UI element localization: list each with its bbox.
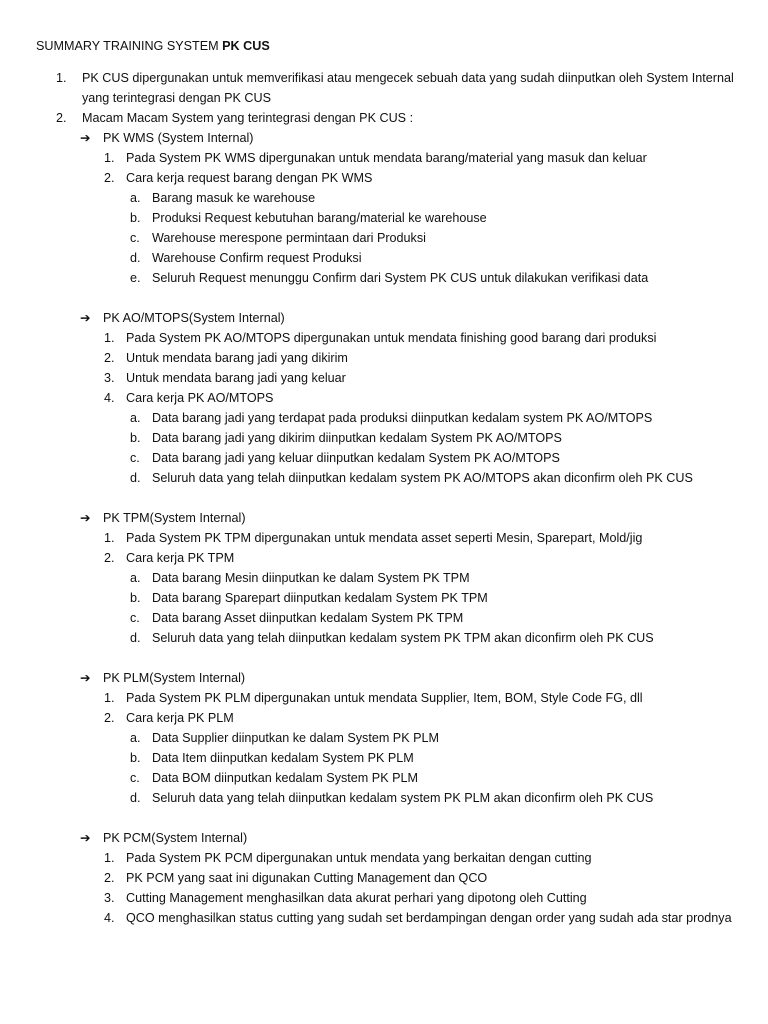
sub-item-row [0, 568, 768, 588]
sub-item-text: Seluruh Request menunggu Confirm dari System PK CUS untuk dilakukan verifikasi data [152, 271, 649, 285]
sub-item-letter: b. [130, 211, 141, 225]
sub-item-letter: d. [130, 471, 141, 485]
sub-item-text: Data barang jadi yang dikirim diinputkan kedalam System PK AO/MTOPS [152, 431, 562, 445]
sub-item-row [0, 608, 768, 628]
item-text: PK PCM yang saat ini digunakan Cutting Management dan QCO [126, 871, 488, 885]
sub-item-letter: c. [130, 611, 140, 625]
intro-number: 2. [56, 111, 67, 125]
title-bold: PK CUS [222, 39, 270, 53]
item-number: 1. [104, 151, 115, 165]
item-text: Cara kerja PK TPM [126, 551, 235, 565]
item-number: 2. [104, 711, 115, 725]
section-item-list [0, 148, 768, 288]
section-item [0, 168, 768, 188]
main-list [0, 68, 768, 128]
section-item-list [0, 848, 768, 928]
section-heading [0, 668, 768, 688]
item-text: Cara kerja PK PLM [126, 711, 234, 725]
section-spacer [0, 488, 768, 508]
sub-item-row [0, 728, 768, 748]
sub-item-text: Warehouse Confirm request Produksi [152, 251, 362, 265]
sub-item-text: Data barang jadi yang keluar diinputkan kedalam System PK AO/MTOPS [152, 451, 560, 465]
sub-item [0, 408, 768, 428]
sub-item-text: Data barang jadi yang terdapat pada produksi diinputkan kedalam system PK AO/MTOPS [152, 411, 653, 425]
section-spacer [0, 288, 768, 308]
sub-item [0, 628, 768, 648]
sub-item [0, 728, 768, 748]
sub-item-letter: e. [130, 271, 141, 285]
system-section [0, 128, 768, 288]
section-item [0, 708, 768, 728]
item-number: 3. [104, 891, 115, 905]
sub-item-letter: c. [130, 771, 140, 785]
sub-item-text: Data barang Asset diinputkan kedalam System PK TPM [152, 611, 464, 625]
section-item [0, 348, 768, 368]
section-item-list [0, 688, 768, 808]
section-heading [0, 308, 768, 328]
sub-item-letter: b. [130, 751, 141, 765]
sub-item-row [0, 468, 768, 488]
item-text: QCO menghasilkan status cutting yang sudah set berdampingan dengan order yang sudah ada star prodnya [126, 911, 732, 925]
document-title [36, 36, 270, 56]
sub-item-row [0, 248, 768, 268]
sub-item-letter: d. [130, 631, 141, 645]
item-text: Pada System PK PLM dipergunakan untuk mendata Supplier, Item, BOM, Style Code FG, dll [126, 691, 643, 705]
item-number: 2. [104, 551, 115, 565]
item-number: 1. [104, 851, 115, 865]
sub-item [0, 188, 768, 208]
section-item-list [0, 528, 768, 648]
sub-item [0, 768, 768, 788]
sub-item-letter: a. [130, 731, 141, 745]
sub-item-letter: d. [130, 251, 141, 265]
item-number: 4. [104, 911, 115, 925]
sub-item-letter: d. [130, 791, 141, 805]
sub-item [0, 608, 768, 628]
sub-item-text: Barang masuk ke warehouse [152, 191, 316, 205]
sub-item-row [0, 628, 768, 648]
sub-item-row [0, 428, 768, 448]
sub-item-row [0, 768, 768, 788]
sub-item-text: Data BOM diinputkan kedalam System PK PLM [152, 771, 418, 785]
sub-item-text: Data Item diinputkan kedalam System PK PLM [152, 751, 414, 765]
item-text: Cara kerja PK AO/MTOPS [126, 391, 274, 405]
sub-item-row [0, 408, 768, 428]
item-number: 2. [104, 871, 115, 885]
sub-item-letter: b. [130, 431, 141, 445]
sub-item-letter: a. [130, 411, 141, 425]
sub-item-row [0, 228, 768, 248]
sub-item-row [0, 588, 768, 608]
item-number: 1. [104, 331, 115, 345]
section-spacer [0, 648, 768, 668]
section-heading-text: PK AO/MTOPS(System Internal) [103, 311, 285, 325]
section-heading [0, 508, 768, 528]
sub-item-text: Seluruh data yang telah diinputkan kedalam system PK TPM akan diconfirm oleh PK CUS [152, 631, 654, 645]
item-number: 2. [104, 171, 115, 185]
sub-item [0, 468, 768, 488]
item-text: Pada System PK TPM dipergunakan untuk mendata asset seperti Mesin, Sparepart, Mold/jig [126, 531, 643, 545]
section-heading-text: PK PCM(System Internal) [103, 831, 248, 845]
arrow-icon: ➔ [80, 511, 91, 525]
sub-item-row [0, 748, 768, 768]
sub-item-letter: c. [130, 231, 140, 245]
section-item [0, 148, 768, 168]
item-number: 1. [104, 691, 115, 705]
intro-item-2 [0, 108, 768, 128]
section-item [0, 368, 768, 388]
sub-item [0, 248, 768, 268]
section-item [0, 848, 768, 868]
arrow-icon: ➔ [80, 311, 91, 325]
sub-item-text: Seluruh data yang telah diinputkan kedalam system PK PLM akan diconfirm oleh PK CUS [152, 791, 654, 805]
section-item [0, 528, 768, 548]
system-section [0, 508, 768, 648]
item-number: 4. [104, 391, 115, 405]
section-spacer [0, 808, 768, 828]
intro-text: PK CUS dipergunakan untuk memverifikasi atau mengecek sebuah data yang sudah diinputkan oleh System Internal yang terintegrasi dengan PK CUS [82, 71, 734, 105]
arrow-icon: ➔ [80, 671, 91, 685]
sub-item [0, 788, 768, 808]
sub-item [0, 748, 768, 768]
section-item [0, 868, 768, 888]
sub-item-text: Data barang Mesin diinputkan ke dalam System PK TPM [152, 571, 470, 585]
sub-item-letter: a. [130, 571, 141, 585]
section-item [0, 888, 768, 908]
sub-item [0, 268, 768, 288]
sub-item-text: Seluruh data yang telah diinputkan kedalam system PK AO/MTOPS akan diconfirm oleh PK CUS [152, 471, 693, 485]
item-text: Pada System PK AO/MTOPS dipergunakan untuk mendata finishing good barang dari produksi [126, 331, 657, 345]
sub-item-row [0, 208, 768, 228]
arrow-icon: ➔ [80, 131, 91, 145]
sub-item-letter: c. [130, 451, 140, 465]
sub-item-row [0, 188, 768, 208]
system-section [0, 308, 768, 488]
system-section [0, 828, 768, 928]
section-item [0, 328, 768, 348]
sub-item [0, 208, 768, 228]
sub-item [0, 588, 768, 608]
item-text: Pada System PK WMS dipergunakan untuk mendata barang/material yang masuk dan keluar [126, 151, 647, 165]
section-item-list [0, 328, 768, 488]
sub-item-text: Data barang Sparepart diinputkan kedalam System PK TPM [152, 591, 488, 605]
sub-item [0, 428, 768, 448]
item-text: Pada System PK PCM dipergunakan untuk mendata yang berkaitan dengan cutting [126, 851, 592, 865]
sub-item-row [0, 268, 768, 288]
sub-item-text: Produksi Request kebutuhan barang/material ke warehouse [152, 211, 487, 225]
item-text: Untuk mendata barang jadi yang dikirim [126, 351, 348, 365]
sub-item-letter: b. [130, 591, 141, 605]
sub-item-row [0, 448, 768, 468]
section-heading [0, 128, 768, 148]
section-item [0, 688, 768, 708]
sub-item [0, 568, 768, 588]
section-item [0, 388, 768, 408]
section-item [0, 908, 768, 928]
system-section [0, 668, 768, 808]
section-heading-text: PK WMS (System Internal) [103, 131, 254, 145]
title-prefix: SUMMARY TRAINING SYSTEM [36, 39, 223, 53]
sub-item-text: Warehouse merespone permintaan dari Produksi [152, 231, 426, 245]
sub-item-row [0, 788, 768, 808]
sub-item-text: Data Supplier diinputkan ke dalam System PK PLM [152, 731, 439, 745]
sub-item [0, 228, 768, 248]
item-number: 1. [104, 531, 115, 545]
sub-item-letter: a. [130, 191, 141, 205]
intro-text: Macam Macam System yang terintegrasi dengan PK CUS : [82, 111, 414, 125]
section-heading-text: PK TPM(System Internal) [103, 511, 246, 525]
item-number: 3. [104, 371, 115, 385]
item-text: Untuk mendata barang jadi yang keluar [126, 371, 346, 385]
item-text: Cutting Management menghasilkan data akurat perhari yang dipotong oleh Cutting [126, 891, 587, 905]
item-text: Cara kerja request barang dengan PK WMS [126, 171, 373, 185]
system-sections [0, 128, 768, 928]
section-heading [0, 828, 768, 848]
sub-item [0, 448, 768, 468]
section-item [0, 548, 768, 568]
section-heading-text: PK PLM(System Internal) [103, 671, 246, 685]
intro-number: 1. [56, 71, 67, 85]
arrow-icon: ➔ [80, 831, 91, 845]
intro-item-1 [0, 68, 768, 108]
item-number: 2. [104, 351, 115, 365]
